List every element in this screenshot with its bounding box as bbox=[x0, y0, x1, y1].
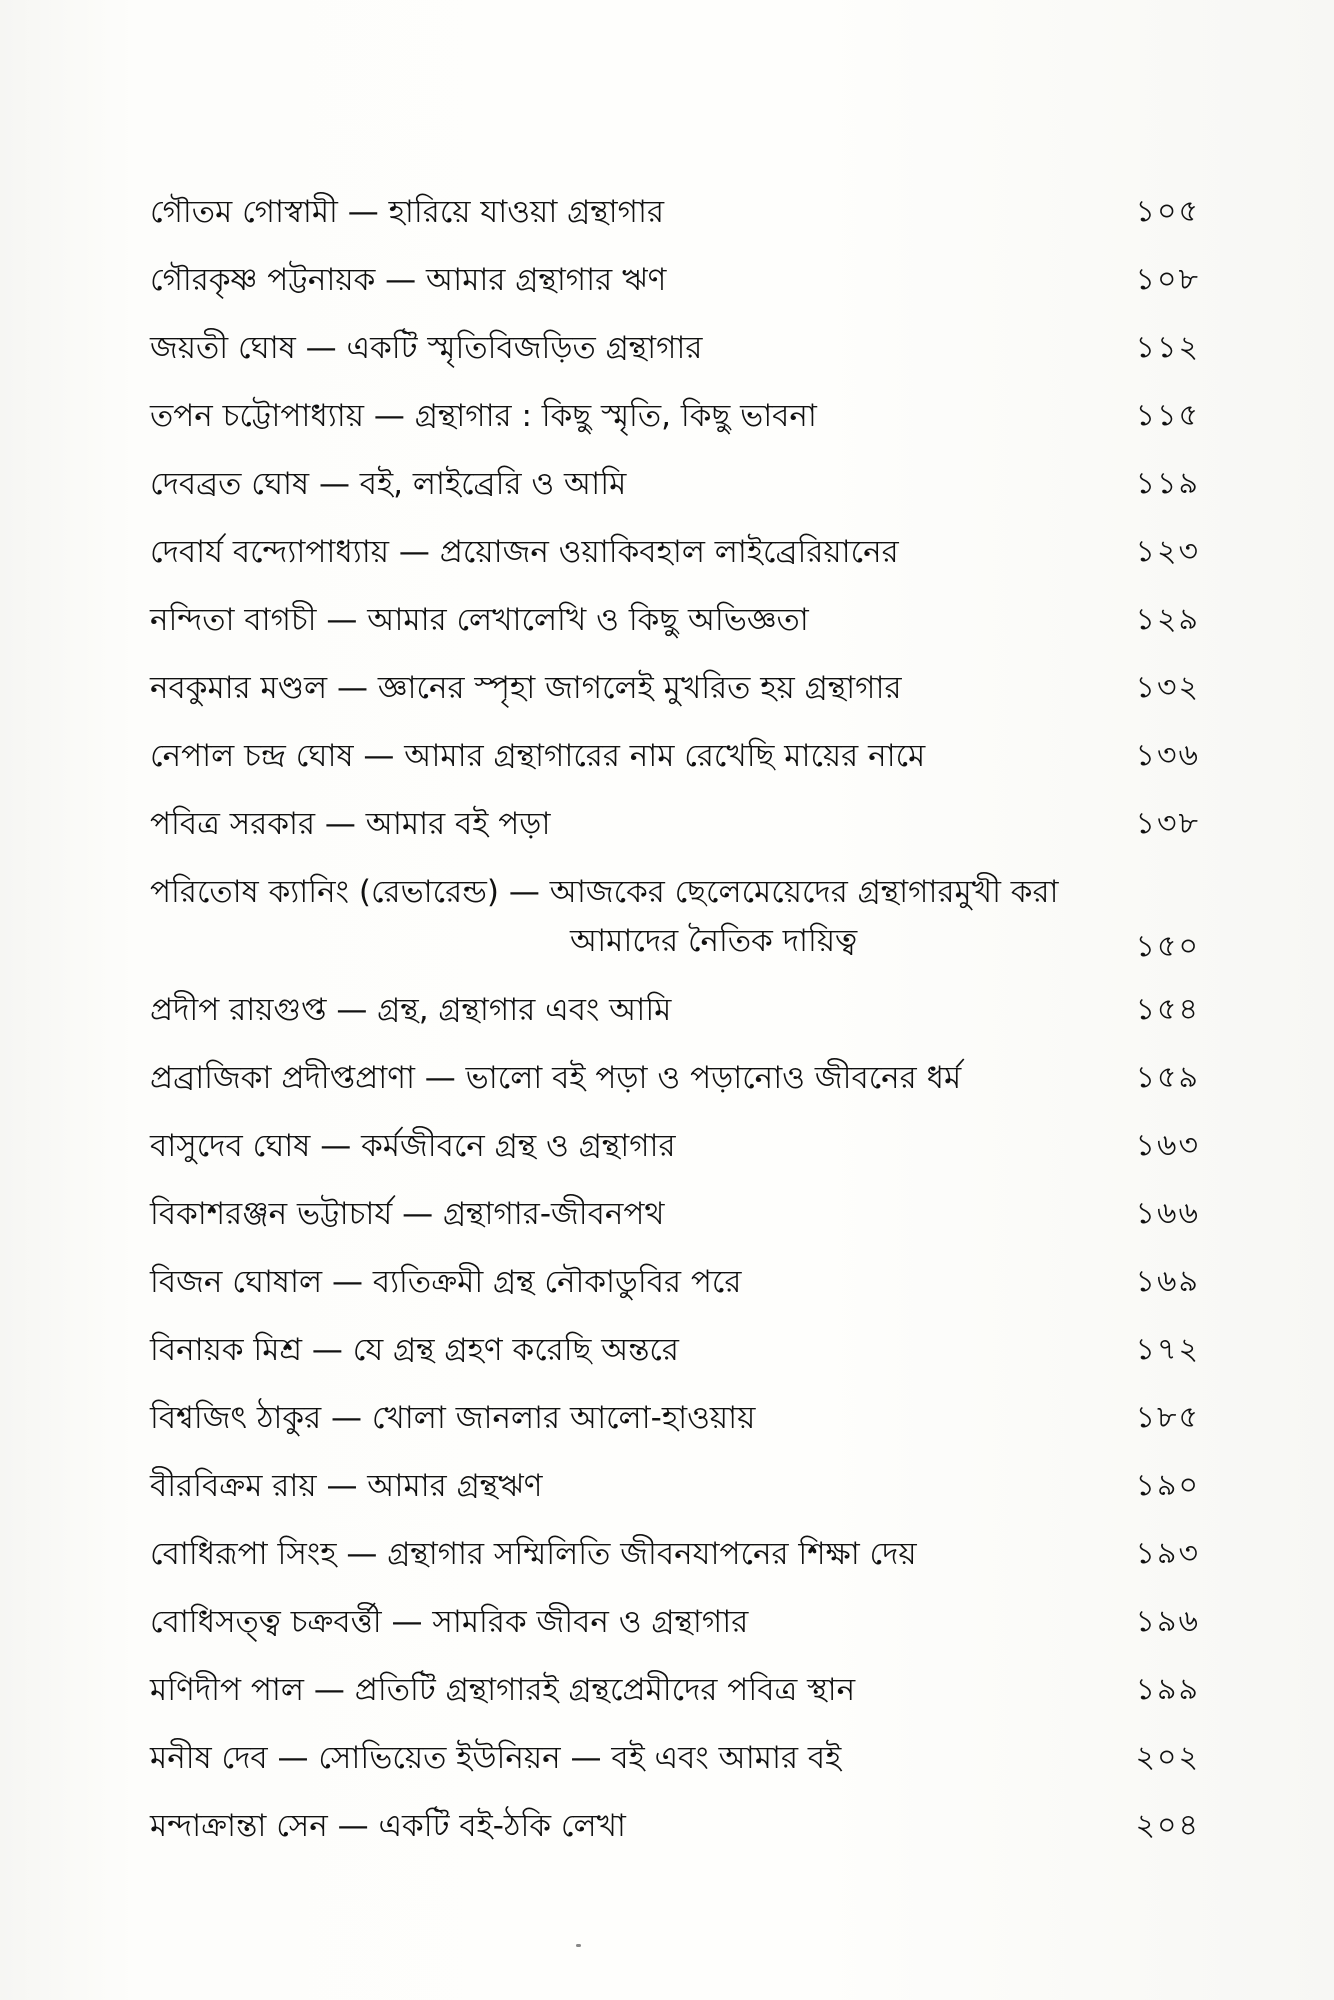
toc-entry bbox=[150, 1180, 1210, 1248]
toc-entry bbox=[150, 654, 1210, 722]
toc-entry bbox=[150, 722, 1210, 790]
toc-entry-page-number: ১৩৮ bbox=[1135, 806, 1200, 841]
toc-entry bbox=[150, 1112, 1210, 1180]
toc-entry-page-number: ১০৮ bbox=[1135, 262, 1200, 297]
toc-entry-title: বোধিরূপা সিংহ — গ্রন্থাগার সম্মিলিতি জীবনযাপনের শিক্ষা দেয় bbox=[150, 1536, 917, 1572]
table-of-contents bbox=[150, 178, 1210, 1860]
toc-entry bbox=[150, 586, 1210, 654]
toc-entry bbox=[150, 1588, 1210, 1656]
toc-entry bbox=[150, 1792, 1210, 1860]
toc-entry bbox=[150, 178, 1210, 246]
toc-entry-title: নন্দিতা বাগচী — আমার লেখালেখি ও কিছু অভিজ্ঞতা bbox=[150, 602, 809, 638]
toc-entry-title: বাসুদেব ঘোষ — কর্মজীবনে গ্রন্থ ও গ্রন্থাগার bbox=[150, 1128, 676, 1164]
toc-entry-page-number: ১৫৪ bbox=[1135, 992, 1200, 1027]
toc-entry-page-number: ১২৯ bbox=[1135, 602, 1200, 637]
toc-entry bbox=[150, 1724, 1210, 1792]
toc-entry bbox=[150, 1316, 1210, 1384]
toc-entry-title: বিশ্বজিৎ ঠাকুর — খোলা জানলার আলো-হাওয়ায় bbox=[150, 1400, 756, 1436]
toc-entry bbox=[150, 518, 1210, 586]
toc-entry-page-number: ১৬৬ bbox=[1135, 1196, 1200, 1231]
toc-entry-title: গৌতম গোস্বামী — হারিয়ে যাওয়া গ্রন্থাগার bbox=[150, 194, 665, 230]
toc-entry bbox=[150, 790, 1210, 858]
toc-entry-page-number: ১৯৩ bbox=[1135, 1536, 1200, 1571]
toc-entry-page-number: ১৯৬ bbox=[1135, 1604, 1200, 1639]
toc-entry-title: নেপাল চন্দ্র ঘোষ — আমার গ্রন্থাগারের নাম রেখেছি মায়ের নামে bbox=[150, 738, 926, 774]
toc-entry bbox=[150, 382, 1210, 450]
toc-entry-title: পবিত্র সরকার — আমার বই পড়া bbox=[150, 806, 551, 842]
toc-entry-title: তপন চট্টোপাধ্যায় — গ্রন্থাগার : কিছু স্মৃতি, কিছু ভাবনা bbox=[150, 398, 817, 434]
toc-entry-page-number: ১৩৬ bbox=[1135, 738, 1200, 773]
toc-entry bbox=[150, 1452, 1210, 1520]
toc-entry bbox=[150, 1248, 1210, 1316]
toc-entry-page-number: ১৮৫ bbox=[1135, 1400, 1200, 1435]
toc-entry-title: বিকাশরঞ্জন ভট্টাচার্য — গ্রন্থাগার-জীবনপথ bbox=[150, 1196, 665, 1232]
toc-entry bbox=[150, 246, 1210, 314]
toc-entry-title: মণিদীপ পাল — প্রতিটি গ্রন্থাগারই গ্রন্থপ্রেমীদের পবিত্র স্থান bbox=[150, 1672, 856, 1708]
toc-entry-page-number: ১১২ bbox=[1135, 330, 1200, 365]
page-dot-mark bbox=[576, 1944, 581, 1947]
toc-entry-page-number: ২০২ bbox=[1135, 1740, 1200, 1775]
toc-entry-title: প্রব্রাজিকা প্রদীপ্তপ্রাণা — ভালো বই পড়া ও পড়ানোও জীবনের ধর্ম bbox=[150, 1060, 962, 1096]
toc-entry-page-number: ১৩২ bbox=[1135, 670, 1200, 705]
toc-entry bbox=[150, 1656, 1210, 1724]
toc-entry bbox=[150, 1384, 1210, 1452]
toc-entry-title: বিজন ঘোষাল — ব্যতিক্রমী গ্রন্থ নৌকাডুবির পরে bbox=[150, 1264, 742, 1300]
toc-entry-title: পরিতোষ ক্যানিং (রেভারেন্ড) — আজকের ছেলেমেয়েদের গ্রন্থাগারমুখী করা bbox=[150, 874, 1059, 910]
toc-entry-title: বিনায়ক মিশ্র — যে গ্রন্থ গ্রহণ করেছি অন্তরে bbox=[150, 1332, 679, 1368]
toc-entry-title: গৌরকৃষ্ণ পট্টনায়ক — আমার গ্রন্থাগার ঋণ bbox=[150, 262, 667, 298]
toc-entry-page-number: ১৯৯ bbox=[1135, 1672, 1200, 1707]
toc-entry-title: জয়তী ঘোষ — একটি স্মৃতিবিজড়িত গ্রন্থাগার bbox=[150, 330, 703, 366]
toc-entry-page-number: ১৫০ bbox=[1135, 929, 1200, 964]
toc-entry bbox=[150, 858, 1210, 976]
toc-entry-page-number: ১৯০ bbox=[1135, 1468, 1200, 1503]
toc-entry-page-number: ১৬৯ bbox=[1135, 1264, 1200, 1299]
toc-entry-title: বোধিসত্ত্ব চক্রবর্ত্তী — সামরিক জীবন ও গ্রন্থাগার bbox=[150, 1604, 749, 1640]
toc-entry-page-number: ১০৫ bbox=[1135, 194, 1200, 229]
toc-entry bbox=[150, 450, 1210, 518]
toc-entry-title: দেবার্য বন্দ্যোপাধ্যায় — প্রয়োজন ওয়াকিবহাল লাইব্রেরিয়ানের bbox=[150, 534, 899, 570]
toc-entry-page-number: ১১৯ bbox=[1135, 466, 1200, 501]
toc-entry bbox=[150, 1520, 1210, 1588]
toc-entry bbox=[150, 976, 1210, 1044]
toc-entry-page-number: ২০৪ bbox=[1135, 1808, 1200, 1843]
toc-entry-page-number: ১৬৩ bbox=[1135, 1128, 1200, 1163]
toc-entry-page-number: ১৭২ bbox=[1135, 1332, 1200, 1367]
toc-entry-page-number: ১২৩ bbox=[1135, 534, 1200, 569]
toc-entry-title: বীরবিক্রম রায় — আমার গ্রন্থঋণ bbox=[150, 1468, 543, 1504]
toc-entry-title: প্রদীপ রায়গুপ্ত — গ্রন্থ, গ্রন্থাগার এবং আমি bbox=[150, 992, 672, 1028]
toc-entry-title: মন্দাক্রান্তা সেন — একটি বই-ঠকি লেখা bbox=[150, 1808, 626, 1844]
toc-entry-page-number: ১১৫ bbox=[1135, 398, 1200, 433]
toc-entry-page-number: ১৫৯ bbox=[1135, 1060, 1200, 1095]
toc-entry-title: নবকুমার মণ্ডল — জ্ঞানের স্পৃহা জাগলেই মুখরিত হয় গ্রন্থাগার bbox=[150, 670, 902, 706]
toc-entry bbox=[150, 314, 1210, 382]
toc-entry-title: দেবব্রত ঘোষ — বই, লাইব্রেরি ও আমি bbox=[150, 466, 627, 502]
toc-entry-title-continuation: আমাদের নৈতিক দায়িত্ব bbox=[570, 923, 858, 959]
toc-entry bbox=[150, 1044, 1210, 1112]
toc-entry-title: মনীষ দেব — সোভিয়েত ইউনিয়ন — বই এবং আমার বই bbox=[150, 1740, 842, 1776]
